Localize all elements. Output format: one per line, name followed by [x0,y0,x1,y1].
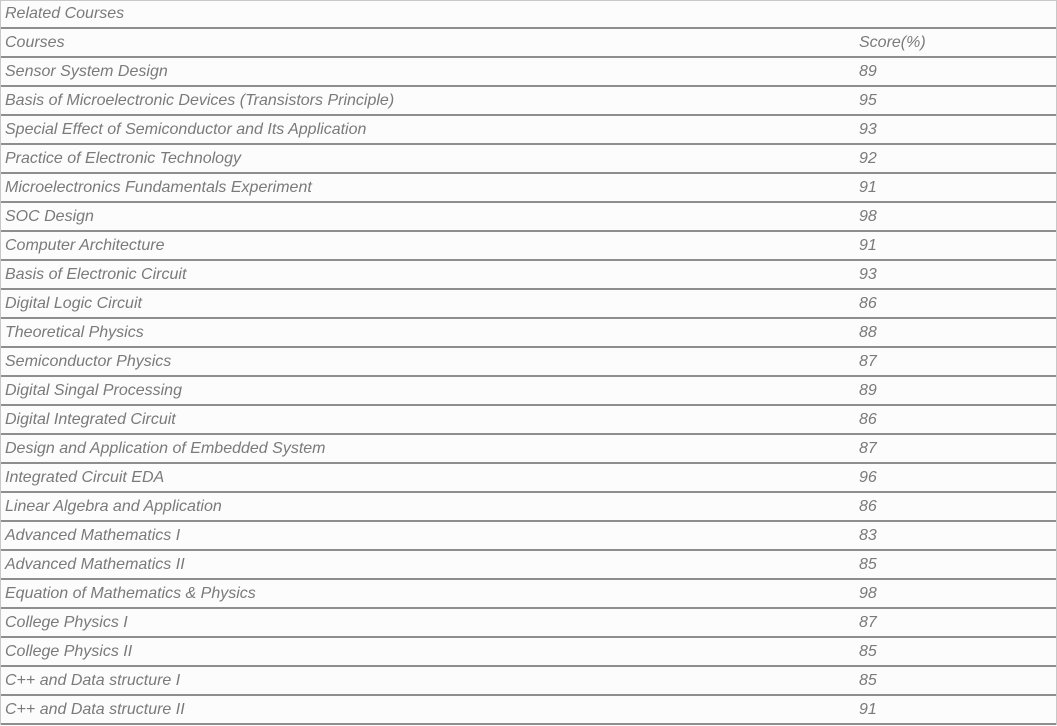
course-name-cell: Equation of Mathematics & Physics [5,584,256,602]
table-row [1,667,1056,696]
course-name-cell: Digital Integrated Circuit [5,410,176,428]
table-row [1,87,1056,116]
table-row [1,203,1056,232]
table-row [1,493,1056,522]
course-name-cell: College Physics I [5,613,128,631]
course-score-cell: 87 [859,439,877,457]
course-name-cell: Advanced Mathematics I [5,526,181,544]
table-row [1,58,1056,87]
course-name-cell: Computer Architecture [5,236,165,254]
table-row [1,696,1056,725]
table-caption-row [1,0,1056,29]
course-score-cell: 86 [859,497,877,515]
course-name-cell: Basis of Microelectronic Devices (Transistors Principle) [5,91,395,109]
table-row [1,522,1056,551]
course-score-cell: 85 [859,642,877,660]
course-score-cell: 89 [859,381,877,399]
table-row [1,261,1056,290]
course-score-cell: 96 [859,468,877,486]
table-row [1,174,1056,203]
table-row [1,232,1056,261]
course-name-cell: Digital Logic Circuit [5,294,142,312]
course-name-cell: Theoretical Physics [5,323,144,341]
course-name-cell: Microelectronics Fundamentals Experiment [5,178,312,196]
course-score-cell: 87 [859,613,877,631]
course-name-cell: Special Effect of Semiconductor and Its Application [5,120,367,138]
course-score-cell: 85 [859,671,877,689]
table-row [1,290,1056,319]
course-score-cell: 91 [859,700,877,718]
course-score-cell: 91 [859,178,877,196]
course-name-cell: Design and Application of Embedded System [5,439,326,457]
course-name-cell: College Physics II [5,642,133,660]
course-name-cell: C++ and Data structure I [5,671,181,689]
course-name-cell: Basis of Electronic Circuit [5,265,187,283]
table-row [1,551,1056,580]
table-row [1,377,1056,406]
course-score-cell: 92 [859,149,877,167]
table-row [1,609,1056,638]
course-score-cell: 91 [859,236,877,254]
table-row [1,116,1056,145]
course-score-cell: 86 [859,294,877,312]
course-score-cell: 98 [859,207,877,225]
course-score-cell: 93 [859,120,877,138]
course-score-cell: 88 [859,323,877,341]
courses-column-header: Courses [5,33,65,51]
table-row [1,580,1056,609]
course-score-cell: 87 [859,352,877,370]
course-score-cell: 83 [859,526,877,544]
table-row [1,348,1056,377]
course-name-cell: Advanced Mathematics II [5,555,185,573]
course-score-cell: 86 [859,410,877,428]
table-row [1,145,1056,174]
course-name-cell: Sensor System Design [5,62,168,80]
course-score-cell: 89 [859,62,877,80]
course-score-cell: 93 [859,265,877,283]
course-name-cell: Semiconductor Physics [5,352,172,370]
course-name-cell: Linear Algebra and Application [5,497,222,515]
table-row [1,319,1056,348]
course-name-cell: Practice of Electronic Technology [5,149,241,167]
table-row [1,638,1056,667]
course-name-cell: SOC Design [5,207,94,225]
table-row [1,435,1056,464]
score-column-header: Score(%) [859,33,926,51]
table-row [1,406,1056,435]
course-score-cell: 98 [859,584,877,602]
course-name-cell: Integrated Circuit EDA [5,468,165,486]
table-header-row [1,29,1056,58]
course-score-cell: 95 [859,91,877,109]
table-caption: Related Courses [5,5,125,22]
table-body [1,58,1056,725]
course-name-cell: Digital Singal Processing [5,381,182,399]
course-name-cell: C++ and Data structure II [5,700,185,718]
table-row [1,464,1056,493]
course-score-cell: 85 [859,555,877,573]
